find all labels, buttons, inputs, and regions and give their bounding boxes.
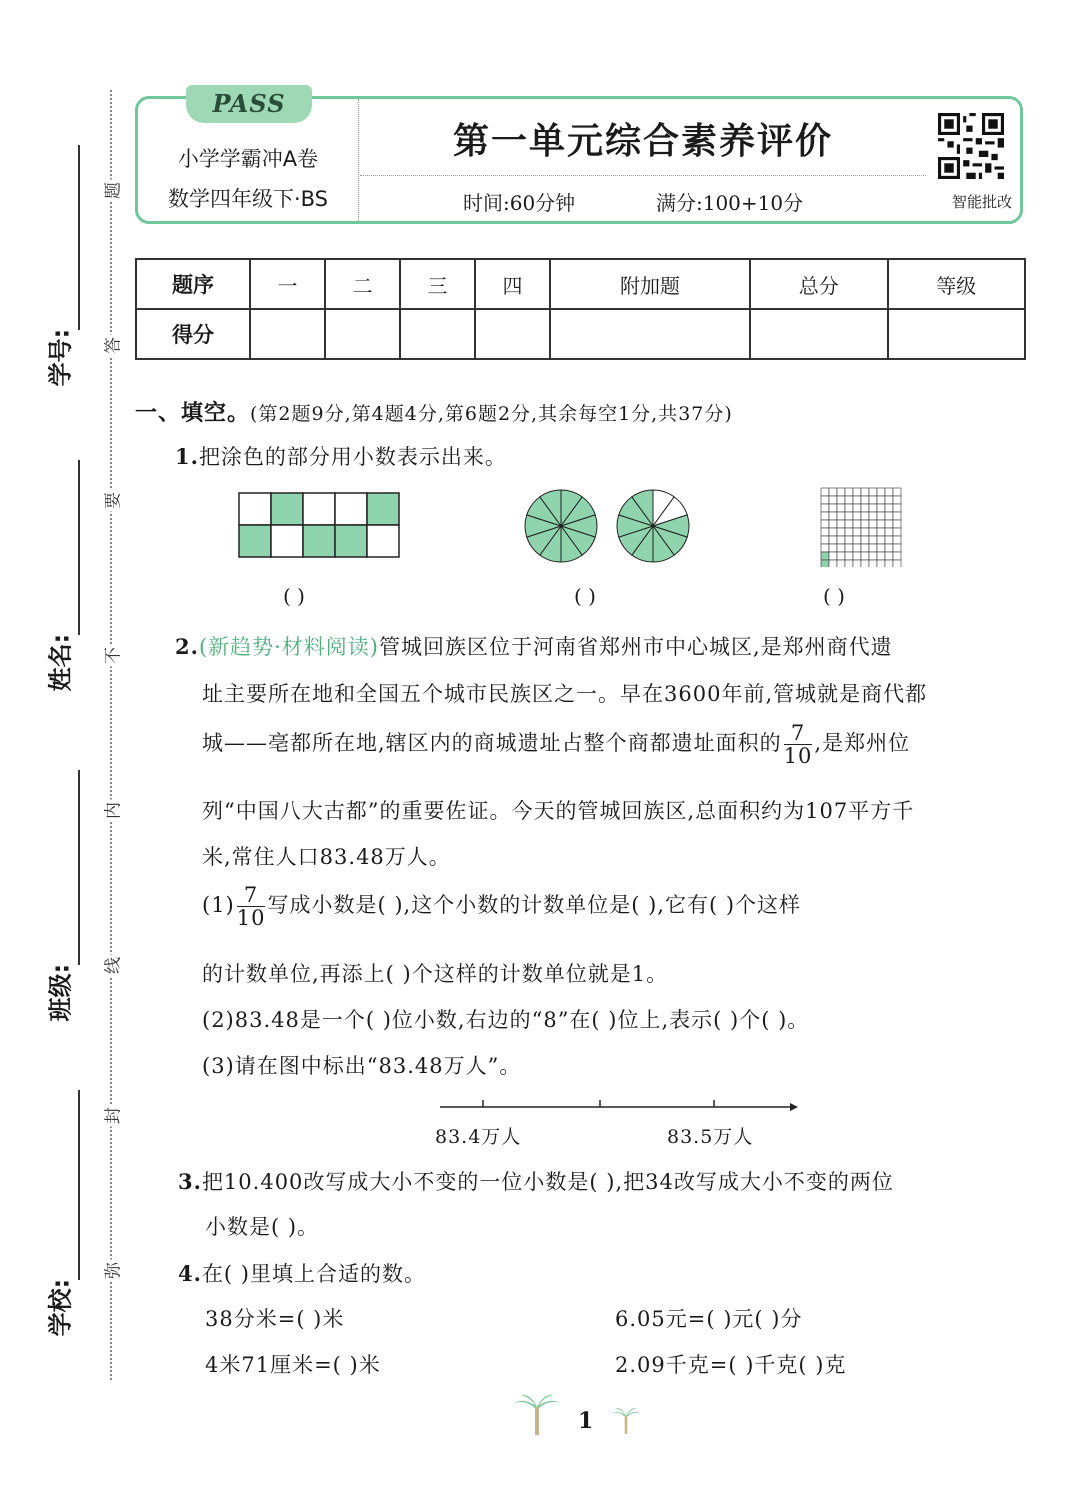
grid-cell (853, 544, 861, 552)
school-label: 学校: (46, 1278, 75, 1337)
question-text: 列“中国八大古都”的重要佐证。今天的管城回族区,总面积约为107平方千 (202, 799, 915, 823)
grid-cell (829, 544, 837, 552)
grid-cell (869, 512, 877, 520)
seal-char: 弥 (99, 1260, 124, 1282)
grid-cell (821, 512, 829, 520)
question-number: 4. (178, 1261, 202, 1286)
grid-cell (821, 544, 829, 552)
grid-cell (853, 560, 861, 567)
grid-cell (845, 504, 853, 512)
section-title: 一、填空。 (135, 401, 251, 426)
exam-full-score: 满分:100+10分 (656, 191, 804, 215)
shaded-circles-figure (523, 488, 693, 564)
exam-time: 时间:60分钟 (463, 191, 576, 215)
grid-cell (837, 520, 845, 528)
question-2 (175, 631, 893, 661)
grid-cell (885, 520, 893, 528)
grid-cell (869, 544, 877, 552)
grid-cell (829, 512, 837, 520)
score-header-cell: 题序 (136, 259, 250, 309)
grid-cell (853, 496, 861, 504)
grid-cell (837, 496, 845, 504)
grid-cell (829, 528, 837, 536)
score-cell[interactable] (888, 309, 1026, 359)
seal-char: 内 (99, 800, 124, 822)
question-1 (175, 441, 507, 471)
seal-char: 封 (99, 1105, 124, 1127)
grid-cell (869, 520, 877, 528)
grid-cell (893, 560, 901, 567)
palm-tree-icon (610, 1405, 642, 1437)
seal-char: 不 (99, 645, 124, 667)
score-header-cell: 三 (400, 259, 475, 309)
question-text: 小数是( )。 (205, 1215, 320, 1239)
seal-char: 答 (99, 335, 124, 357)
section-heading (135, 396, 733, 427)
grid-cell (877, 496, 885, 504)
grid-cell (861, 512, 869, 520)
grid-cell (829, 488, 837, 496)
question-text: 把涂色的部分用小数表示出来。 (198, 445, 507, 469)
header-series-panel (138, 89, 359, 221)
grid-cell (885, 496, 893, 504)
grid-cell (885, 512, 893, 520)
question-text: 的计数单位,再添上( )个这样的计数单位就是1。 (202, 962, 669, 986)
qr-label: 智能批改 (951, 193, 1012, 211)
grid-cell (877, 544, 885, 552)
score-cell[interactable] (750, 309, 888, 359)
answer-blank[interactable]: ( ) (283, 584, 305, 608)
grid-cell (885, 544, 893, 552)
grid-cell (821, 520, 829, 528)
question-text: 把10.400改写成大小不变的一位小数是( ),把34改写成大小不变的两位 (201, 1170, 894, 1194)
fraction (237, 884, 266, 929)
grid-cell (837, 528, 845, 536)
grid-cell (893, 520, 901, 528)
grid-cell (893, 544, 901, 552)
grid-cell (837, 504, 845, 512)
score-header-cell: 等级 (888, 259, 1026, 309)
grid-cell (837, 552, 845, 560)
grid-cell (829, 504, 837, 512)
conversion-item: 4米71厘米=( )米 (205, 1353, 381, 1377)
grid-cell (885, 528, 893, 536)
conversion-item: 38分米=( )米 (205, 1307, 345, 1331)
grid-cell (853, 488, 861, 496)
grid-cell (853, 504, 861, 512)
grid-cell (877, 488, 885, 496)
grid-cell (861, 504, 869, 512)
student-id-label: 学号: (46, 328, 75, 387)
question-tag: (新趋势·材料阅读) (198, 635, 379, 659)
grid-cell (845, 512, 853, 520)
grid-cell (845, 544, 853, 552)
grid-cell (869, 560, 877, 567)
grid-cell (837, 536, 845, 544)
grid-cell (893, 528, 901, 536)
question-number: 2. (175, 634, 199, 659)
page-number: 1 (578, 1408, 594, 1434)
grid-cell (893, 488, 901, 496)
grid-cell (869, 552, 877, 560)
grid-cell (877, 552, 885, 560)
grid-cell (893, 536, 901, 544)
grid-cell (829, 520, 837, 528)
fraction-numerator: 7 (784, 722, 813, 745)
question-3 (178, 1166, 894, 1196)
grid-cell (821, 496, 829, 504)
grid-cell (893, 496, 901, 504)
conversion-item: 2.09千克=( )千克( )克 (615, 1353, 847, 1377)
palm-tree-icon (512, 1393, 562, 1437)
grid-cell (877, 528, 885, 536)
title-divider (360, 175, 926, 176)
grid-cell (885, 536, 893, 544)
shaded-rectangle-figure (238, 492, 401, 558)
question-text: 写成小数是( ),这个小数的计数单位是( ),它有( )个这样 (267, 893, 802, 918)
grid-cell (845, 552, 853, 560)
grid-cell (853, 536, 861, 544)
section-note: (第2题9分,第4题4分,第6题2分,其余每空1分,共37分) (250, 403, 733, 425)
grid-cell (821, 504, 829, 512)
grid-cell (861, 488, 869, 496)
name-label: 姓名: (46, 633, 75, 692)
student-id-line (78, 145, 80, 330)
seal-char: 要 (99, 490, 124, 512)
conversion-item: 6.05元=( )元( )分 (615, 1307, 803, 1331)
score-header-cell: 附加题 (550, 259, 750, 309)
grid-cell (877, 560, 885, 567)
question-number: 3. (178, 1169, 202, 1194)
grid-cell (869, 488, 877, 496)
axis-label-left: 83.4万人 (435, 1126, 522, 1148)
score-cell[interactable] (550, 309, 750, 359)
pass-logo: PASS (186, 85, 312, 123)
sub-question-2: (2)83.48是一个( )位小数,右边的“8”在( )位上,表示( )个( )。 (202, 1008, 810, 1032)
grid-cell (861, 544, 869, 552)
grid-cell (861, 560, 869, 567)
question-4 (178, 1258, 426, 1288)
grid-cell (821, 536, 829, 544)
grid-cell (877, 512, 885, 520)
grid-cell (885, 504, 893, 512)
sub-question-1 (202, 884, 801, 929)
class-line (78, 770, 80, 965)
grid-cell (821, 560, 829, 567)
seal-dashed-line (110, 90, 112, 1380)
grid-cell (877, 504, 885, 512)
grid-cell (893, 504, 901, 512)
binding-strip (0, 0, 130, 1509)
number-line[interactable] (440, 1096, 800, 1118)
score-row-label: 得分 (136, 309, 250, 359)
fraction (784, 722, 813, 767)
grid-cell (861, 552, 869, 560)
grid-cell (885, 552, 893, 560)
score-header-cell: 二 (325, 259, 400, 309)
sub-question-number: (1) (202, 893, 235, 918)
score-header-cell: 一 (250, 259, 325, 309)
grid-cell (829, 536, 837, 544)
grid-cell (837, 544, 845, 552)
fraction-numerator: 7 (237, 884, 266, 907)
seal-char: 题 (99, 180, 124, 202)
exam-header (135, 89, 1023, 224)
grid-cell (869, 496, 877, 504)
grid-cell (845, 488, 853, 496)
name-line (78, 460, 80, 635)
score-table (135, 258, 1026, 360)
grid-cell (861, 528, 869, 536)
question-text: ,是郑州位 (814, 731, 911, 756)
grid-cell (821, 528, 829, 536)
sub-question-3: (3)请在图中标出“83.48万人”。 (202, 1054, 522, 1078)
grid-cell (829, 560, 837, 567)
grid-cell (853, 520, 861, 528)
answer-blank[interactable]: ( ) (823, 584, 845, 608)
grid-cell (845, 528, 853, 536)
grid-cell (877, 536, 885, 544)
grid-cell (893, 552, 901, 560)
grid-cell (853, 528, 861, 536)
grid-cell (869, 536, 877, 544)
grid-cell (829, 552, 837, 560)
grid-cell (837, 488, 845, 496)
question-text: 在( )里填上合适的数。 (201, 1262, 426, 1286)
seal-char: 线 (99, 955, 124, 977)
grid-cell (845, 560, 853, 567)
class-label: 班级: (46, 963, 75, 1022)
grid-cell (861, 496, 869, 504)
score-cell[interactable] (400, 309, 475, 359)
page-title: 第一单元综合素养评价 (452, 121, 833, 162)
question-text-line (202, 722, 910, 767)
grid-cell (853, 512, 861, 520)
grid-cell (877, 520, 885, 528)
grid-cell (821, 488, 829, 496)
grid-cell (845, 536, 853, 544)
question-text: 城——亳都所在地,辖区内的商城遗址占整个商都遗址面积的 (202, 731, 782, 756)
series-name: 小学学霸冲A卷 (177, 147, 319, 171)
grid-cell (829, 496, 837, 504)
grid-cell (869, 504, 877, 512)
axis-label-right: 83.5万人 (667, 1126, 754, 1148)
score-cell[interactable] (250, 309, 325, 359)
fraction-denominator: 10 (236, 906, 266, 931)
question-text: 管城回族区位于河南省郑州市中心城区,是郑州商代遗 (379, 635, 893, 659)
grid-cell (893, 512, 901, 520)
grid-cell (885, 488, 893, 496)
series-grade: 数学四年级下·BS (167, 187, 329, 211)
grid-cell (837, 512, 845, 520)
answer-blank[interactable]: ( ) (574, 584, 596, 608)
grid-cell (853, 552, 861, 560)
question-text: 址主要所在地和全国五个城市民族区之一。早在3600年前,管城就是商代都 (202, 682, 928, 706)
question-text: 米,常住人口83.48万人。 (202, 845, 451, 869)
grid-cell (845, 520, 853, 528)
grid-cell (845, 496, 853, 504)
grid-cell (837, 560, 845, 567)
grid-cell (821, 552, 829, 560)
school-line (78, 1090, 80, 1280)
grid-cell (861, 536, 869, 544)
qr-code-icon[interactable] (938, 113, 1004, 179)
fraction-denominator: 10 (783, 744, 813, 769)
score-cell[interactable] (325, 309, 400, 359)
grid-cell (861, 520, 869, 528)
score-header-cell: 总分 (750, 259, 888, 309)
hundred-grid-figure (820, 487, 902, 567)
score-header-cell: 四 (475, 259, 550, 309)
score-cell[interactable] (475, 309, 550, 359)
grid-cell (869, 528, 877, 536)
grid-cell (885, 560, 893, 567)
question-number: 1. (175, 444, 199, 469)
